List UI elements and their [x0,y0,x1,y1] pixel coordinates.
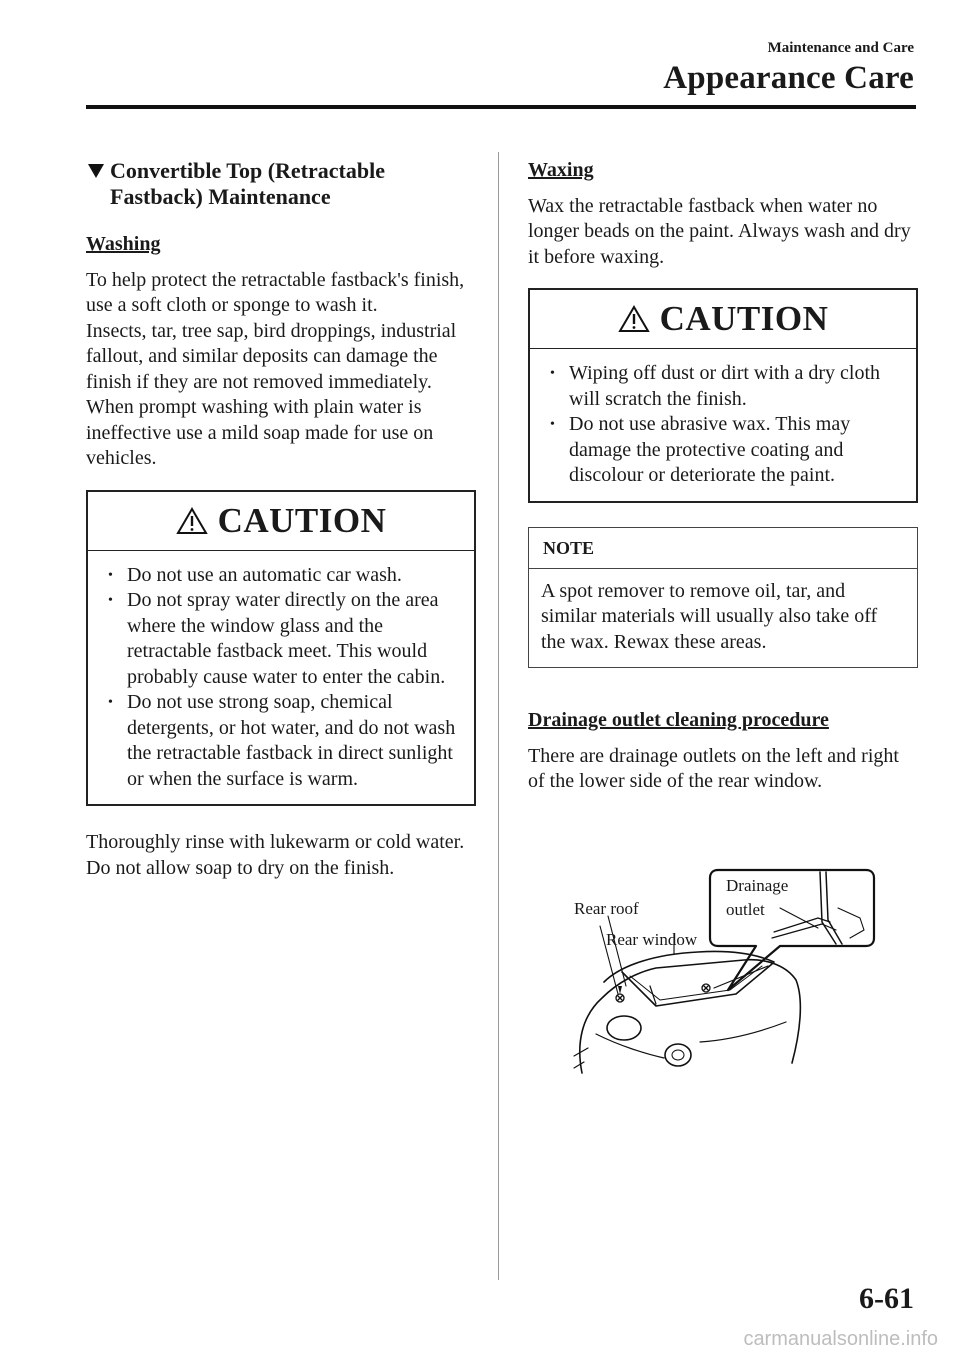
washing-title: Washing [86,233,161,255]
caution-item: • Do not use abrasive wax. This may damage the protective coating and discolour or deteriorate the paint. [544,412,906,489]
waxing-paragraph: Wax the retractable fastback when water no longer beads on the paint. Always wash and dry it before waxing. [528,194,911,268]
rinse-paragraph: Thoroughly rinse with lukewarm or cold water. Do not allow soap to dry on the finish. [86,831,465,879]
note-label: NOTE [529,528,917,569]
triangle-bullet-icon [88,164,104,178]
caution-box-waxing [528,288,918,503]
caution-label: CAUTION [217,500,387,540]
drainage-outlet-illustration [560,858,880,1073]
page-title: Appearance Care [663,60,914,96]
section-heading [86,158,476,210]
watermark: carmanualsonline.info [743,1328,938,1350]
caution-list [88,551,474,805]
drainage-title: Drainage outlet cleaning procedure [528,709,829,731]
section-heading-text: Convertible Top (Retractable Fastback) Maintenance [110,158,385,209]
note-box [528,527,918,669]
caution-header [88,492,474,551]
header-section: Maintenance and Care [767,40,914,56]
drainage-paragraph: There are drainage outlets on the left and right of the lower side of the rear window. [528,744,899,792]
washing-paragraph-1: To help protect the retractable fastback's finish, use a soft cloth or sponge to wash it. [86,268,465,316]
left-column [86,158,476,881]
caution-label: CAUTION [659,299,829,339]
caution-item: • Do not use strong soap, chemical detergents, or hot water, and do not wash the retractable fastback in direct sunlight or when the surface is warm. [102,690,464,792]
page-number: 6-61 [859,1282,914,1315]
label-drainage-1: Drainage [726,876,789,895]
column-divider [498,152,499,1280]
warning-triangle-icon [618,305,650,333]
caution-header [530,290,916,349]
label-drainage-2: outlet [726,900,765,919]
header-rule [86,105,916,109]
caution-box-washing [86,490,476,807]
warning-triangle-icon [176,507,208,535]
waxing-title: Waxing [528,159,594,181]
right-column [528,158,918,795]
caution-item: • Do not use an automatic car wash. [102,563,464,589]
label-rear-window: Rear window [606,930,698,949]
caution-item: • Do not spray water directly on the area where the window glass and the retractable fastback meet. This would probably cause water to enter the cabin. [102,588,464,690]
car-rear-drawing [560,858,880,1073]
label-rear-roof: Rear roof [574,899,639,918]
caution-list [530,349,916,501]
caution-item: • Wiping off dust or dirt with a dry cloth will scratch the finish. [544,361,906,412]
washing-paragraph-2: Insects, tar, tree sap, bird droppings, industrial fallout, and similar deposits can damage the finish if they are not removed immediately. When prompt washing with plain water is ineffective use a mild soap made for use on vehicles. [86,319,457,469]
note-text: A spot remover to remove oil, tar, and similar materials will usually also take off the wax. Rewax these areas. [541,579,878,653]
